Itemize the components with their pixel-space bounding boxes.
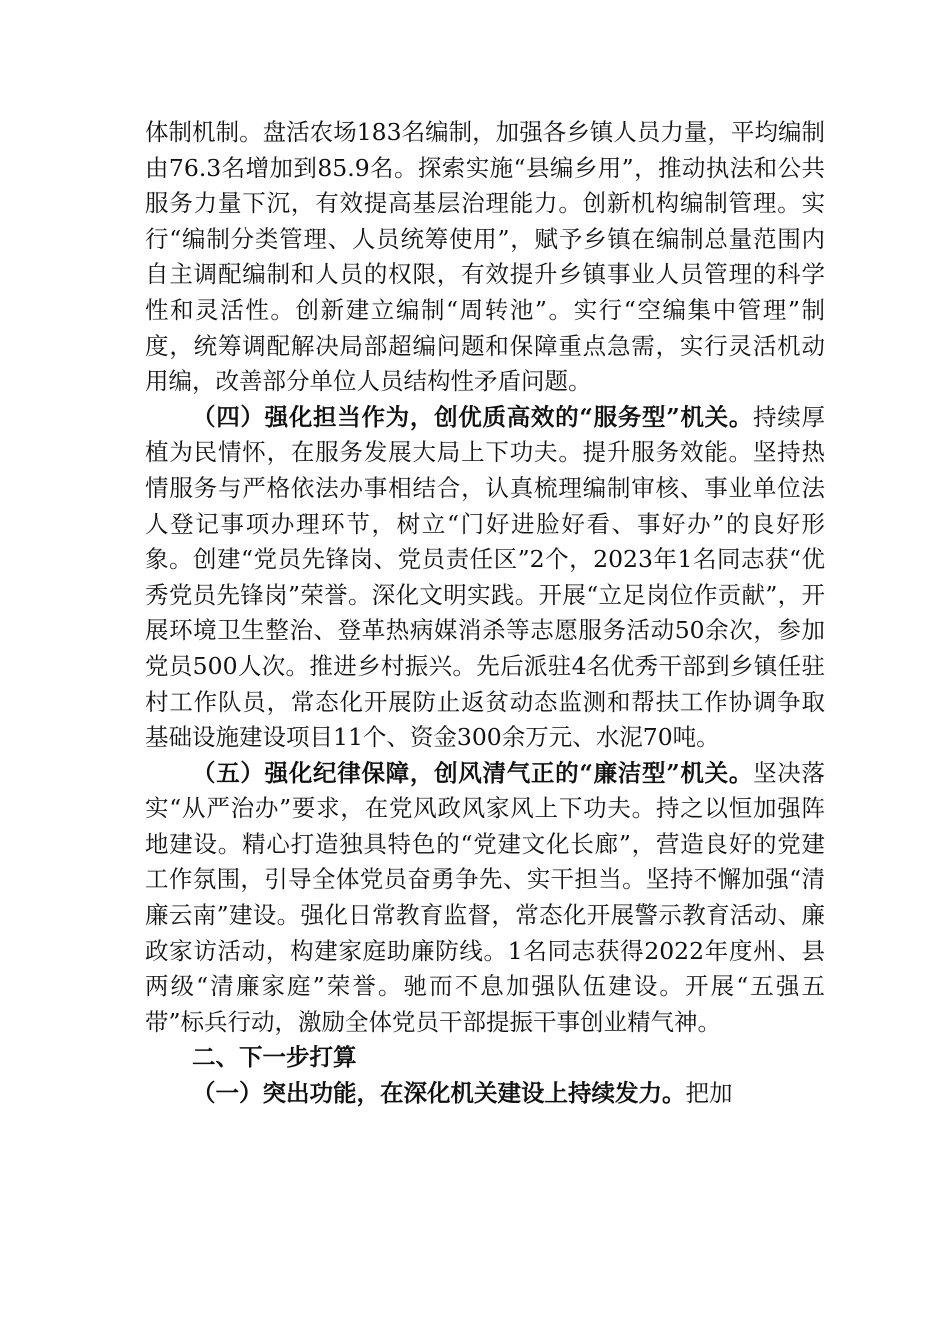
- paragraph-text: 体制机制。盘活农场183名编制，加强各乡镇人员力量，平均编制由76.3名增加到85.9名。探索实施“县编乡用”，推动执法和公共服务力量下沉，有效提高基层治理能力。创新机构编制管理。实行“编制分类管理、人员统筹使用”，赋予乡镇在编制总量范围内自主调配编制和人员的权限，有效提升乡镇事业人员管理的科学性和灵活性。创新建立编制“周转池”。实行“空编集中管理”制度，统筹调配解决局部超编问题和保障重点急需，实行灵活机动用编，改善部分单位人员结构性矛盾问题。: [145, 118, 825, 396]
- paragraph-body-1: [145, 115, 825, 400]
- paragraph-clean-organ: [145, 756, 825, 1041]
- paragraph-lead-heading: （五）强化纪律保障，创风清气正的“廉洁型”机关。: [192, 758, 754, 787]
- document-page: [145, 115, 825, 1112]
- paragraph-text: 把加: [685, 1079, 733, 1108]
- paragraph-next-step-1: [145, 1076, 825, 1112]
- paragraph-text: 坚决落实“从严治办”要求，在党风政风家风上下功夫。持之以恒加强阵地建设。精心打造独具特色的“党建文化长廊”，营造良好的党建工作氛围，引导全体党员奋勇争先、实干担当。坚持不懈加强“清廉云南”建设。强化日常教育监督，常态化开展警示教育活动、廉政家访活动，构建家庭助廉防线。1名同志获得2022年度州、县两级“清廉家庭”荣誉。驰而不息加强队伍建设。开展“五强五带”标兵行动，激励全体党员干部提振干事创业精气神。: [145, 758, 825, 1036]
- paragraph-lead-heading: （一）突出功能，在深化机关建设上持续发力。: [192, 1079, 686, 1108]
- section-heading: 二、下一步打算: [192, 1043, 357, 1072]
- paragraph-lead-heading: （四）强化担当作为，创优质高效的“服务型”机关。: [192, 402, 754, 431]
- paragraph-service-organ: [145, 400, 825, 756]
- paragraph-text: 持续厚植为民情怀，在服务发展大局上下功夫。提升服务效能。坚持热情服务与严格依法办事相结合，认真梳理编制审核、事业单位法人登记事项办理环节，树立“门好进脸好看、事好办”的良好形象。创建“党员先锋岗、党员责任区”2个，2023年1名同志获“优秀党员先锋岗”荣誉。深化文明实践。开展“立足岗位作贡献”，开展环境卫生整治、登革热病媒消杀等志愿服务活动50余次，参加党员500人次。推进乡村振兴。先后派驻4名优秀干部到乡镇任驻村工作队员，常态化开展防止返贫动态监测和帮扶工作协调争取基础设施建设项目11个、资金300余万元、水泥70吨。: [145, 402, 825, 752]
